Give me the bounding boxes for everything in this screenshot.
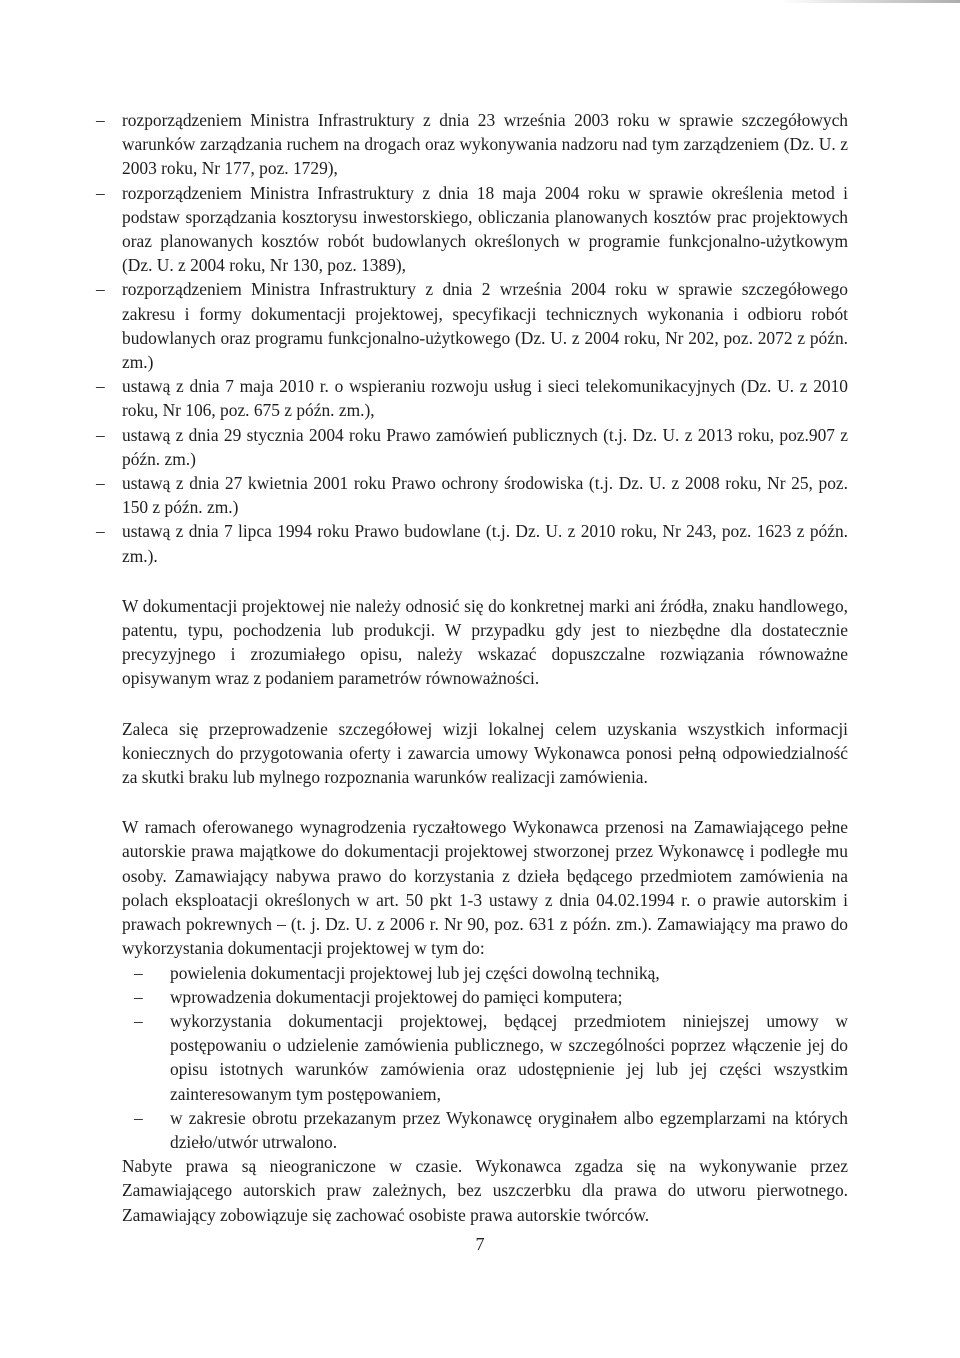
- site-inspection-paragraph: Zaleca się przeprowadzenie szczegółowej wizji lokalnej celem uzyskania wszystkich informacji koniecznych do przygotowania oferty i zawarcia umowy Wykonawca ponosi pełną odpowiedzialność za skutki braku lub mylnego rozpoznania warunków realizacji zamówienia.: [122, 718, 848, 788]
- brand-neutrality-paragraph: W dokumentacji projektowej nie należy odnosić się do konkretnej marki ani źródła, znaku handlowego, patentu, typu, pochodzenia lub produkcji. W przypadku gdy jest to niezbędne dla dostatecznie precyzyjnego i zrozumiałego opisu, należy wskazać dopuszczalne rozwiązania równoważne opisywanym wraz z podaniem parametrów równoważności.: [122, 595, 848, 689]
- legal-basis-list: [76, 108, 848, 568]
- usage-rights-list: [122, 961, 848, 1155]
- list-item: – w zakresie obrotu przekazanym przez Wykonawcę oryginałem albo egzemplarzami na których dzieło/utwór utrwalono.: [122, 1106, 848, 1154]
- list-item: – rozporządzeniem Ministra Infrastruktury z dnia 2 września 2004 roku w sprawie szczegółowego zakresu i formy dokumentacji projektowej, specyfikacji technicznych wykonania i odbioru robót budowlanych oraz programu funkcjonalno-użytkowego (Dz. U. z 2004 roku, Nr 202, poz. 2072 z późn. zm.): [76, 277, 848, 374]
- list-item: – ustawą z dnia 7 maja 2010 r. o wspieraniu rozwoju usług i sieci telekomunikacyjnych (Dz. U. z 2010 roku, Nr 106, poz. 675 z późn. zm.),: [76, 374, 848, 422]
- list-item: – ustawą z dnia 7 lipca 1994 roku Prawo budowlane (t.j. Dz. U. z 2010 roku, Nr 243, poz. 1623 z późn. zm.).: [76, 519, 848, 567]
- page-number: 7: [475, 1234, 485, 1254]
- list-item: – powielenia dokumentacji projektowej lub jej części dowolną techniką,: [122, 961, 848, 985]
- list-item: – ustawą z dnia 27 kwietnia 2001 roku Prawo ochrony środowiska (t.j. Dz. U. z 2008 roku, Nr 25, poz. 150 z późn. zm.): [76, 471, 848, 519]
- list-item: – rozporządzeniem Ministra Infrastruktury z dnia 23 września 2003 roku w sprawie szczegółowych warunków zarządzania ruchem na drogach oraz wykonywania nadzoru nad tym zarządzeniem (Dz. U. z 2003 roku, Nr 177, poz. 1729),: [76, 108, 848, 181]
- scan-edge-mark: [780, 0, 960, 3]
- list-item: – rozporządzeniem Ministra Infrastruktury z dnia 18 maja 2004 roku w sprawie określenia metod i podstaw sporządzania kosztorysu inwestorskiego, obliczania planowanych kosztów prac projektowych oraz planowanych kosztów robót budowlanych określonych w programie funkcjonalno-użytkowym (Dz. U. z 2004 roku, Nr 130, poz. 1389),: [76, 181, 848, 278]
- copyright-transfer-paragraph: W ramach oferowanego wynagrodzenia ryczałtowego Wykonawca przenosi na Zamawiającego pełne autorskie prawa majątkowe do dokumentacji projektowej stworzonej przez Wykonawcę i podległe mu osoby. Zamawiający nabywa prawo do korzystania z dzieła będącego przedmiotem zamówienia na polach eksploatacji określonych w art. 50 pkt 1-3 ustawy z dnia 04.02.1994 r. o prawie autorskim i prawach pokrewnych – (t. j. Dz. U. z 2006 r. Nr 90, poz. 631 z późn. zm.). Zamawiający ma prawo do wykorzystania dokumentacji projektowej w tym do:: [122, 817, 848, 959]
- list-item: – ustawą z dnia 29 stycznia 2004 roku Prawo zamówień publicznych (t.j. Dz. U. z 2013 roku, poz.907 z późn. zm.): [76, 423, 848, 471]
- list-item: – wykorzystania dokumentacji projektowej, będącej przedmiotem niniejszej umowy w postępowaniu o udzielenie zamówienia publicznego, w szczególności poprzez włączenie jej do opisu istotnych warunków zamówienia oraz udostępnienie jej lub jej części wszystkim zainteresowanym tym postępowaniem,: [122, 1009, 848, 1106]
- document-page: [122, 108, 848, 1227]
- rights-unlimited-paragraph: Nabyte prawa są nieograniczone w czasie. Wykonawca zgadza się na wykonywanie przez Zamawiającego autorskich praw zależnych, bez uszczerbku dla prawa do utworu pierwotnego. Zamawiający zobowiązuje się zachować osobiste prawa autorskie twórców.: [122, 1156, 848, 1225]
- list-item: – wprowadzenia dokumentacji projektowej do pamięci komputera;: [122, 985, 848, 1009]
